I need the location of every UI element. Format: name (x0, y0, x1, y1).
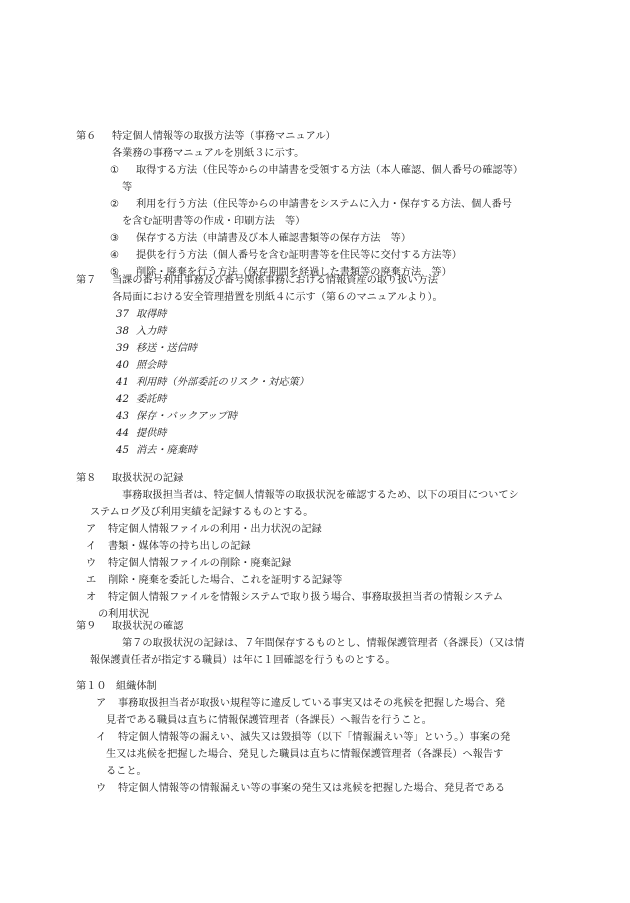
paragraph: 各局面における安全管理措置を別紙４に示す（第６のマニュアルより）。 (112, 292, 443, 303)
list-item: ウ 特定個人情報等の情報漏えい等の事案の発生又は兆候を把握した場合、発見者である (96, 783, 506, 794)
section-heading (76, 678, 556, 695)
list-item-continuation: の利用状況 (98, 609, 149, 620)
list-item: ウ 特定個人情報ファイルの削除・廃棄記録 (86, 558, 292, 569)
paragraph-continuation: 報保護責任者が指定する職員）は年に１回確認を行うものとする。 (90, 655, 396, 666)
list-item: 40 照会時 (116, 360, 167, 371)
section-number: 第９ (76, 621, 97, 632)
section-title: 特定個人情報等の取扱方法等（事務マニュアル） (112, 131, 336, 142)
list-item: 43 保存・バックアップ時 (116, 411, 238, 422)
list-item: ア 事務取扱担当者が取扱い規程等に違反している事実又はその兆候を把握した場合、発 (96, 698, 506, 709)
list-item: 39 移送・送信時 (116, 343, 198, 354)
list-item-continuation: 等 (122, 182, 133, 193)
section-title: 当課の番号利用事務及び番号関係事務における情報資産の取り扱い方法 (112, 275, 438, 286)
list-item: オ 特定個人情報ファイルを情報システムで取り扱う場合、事務取扱担当者の情報システム (86, 592, 504, 603)
list-item: イ 書類・媒体等の持ち出しの記録 (86, 541, 251, 552)
list-item: ② 利用を行う方法（住民等からの申請書をシステムに入力・保存する方法、個人番号 (110, 199, 512, 210)
list-item-continuation: ること。 (106, 766, 147, 777)
section-7 (76, 272, 556, 459)
section-9 (76, 618, 556, 669)
section-title: 取扱状況の記録 (112, 473, 184, 484)
list-item: エ 削除・廃棄を委託した場合、これを証明する記録等 (86, 575, 343, 586)
list-item: 45 消去・廃棄時 (116, 445, 198, 456)
section-6 (76, 128, 556, 281)
list-item: イ 特定個人情報等の漏えい、滅失又は毀損等（以下「情報漏えい等」という。）事案の発 (96, 732, 511, 743)
list-item: 42 委託時 (116, 394, 167, 405)
paragraph-continuation: ステムログ及び利用実績を記録するものとする。 (90, 507, 314, 518)
paragraph: 第７の取扱状況の記録は、７年間保存するものとし、情報保護管理者（各課長）（又は情 (122, 638, 525, 649)
paragraph: 事務取扱担当者は、特定個人情報等の取扱状況を確認するため、以下の項目についてシ (122, 490, 519, 501)
list-item: ③ 保存する方法（申請書及び本人確認書類等の保存方法 等） (110, 233, 412, 244)
section-number: 第８ (76, 473, 97, 484)
list-item: 44 提供時 (116, 428, 167, 439)
paragraph: 各業務の事務マニュアルを別紙３に示す。 (112, 148, 305, 159)
list-item: 37 取得時 (116, 309, 167, 320)
list-item-continuation: 見者である職員は直ちに情報保護管理者（各課長）へ報告を行うこと。 (106, 715, 432, 726)
section-heading (76, 470, 556, 487)
section-heading (76, 618, 556, 635)
section-number: 第６ (76, 131, 97, 142)
list-item-continuation: 生又は兆候を把握した場合、発見した職員は直ちに情報保護管理者（各課長）へ報告す (106, 749, 504, 760)
section-title: 取扱状況の確認 (112, 621, 184, 632)
list-item: ア 特定個人情報ファイルの利用・出力状況の記録 (86, 524, 322, 535)
section-number: 第７ (76, 275, 97, 286)
list-item: ⑤ 削除・廃棄を行う方法（保存期間を経過した書類等の廃棄方法 等） (110, 267, 452, 278)
section-title: 組織体制 (116, 681, 157, 692)
list-item: 41 利用時（外部委託のリスク・対応策） (116, 377, 309, 388)
section-8 (76, 470, 556, 623)
list-item: ① 取得する方法（住民等からの申請書を受領する方法（本人確認、個人番号の確認等） (110, 165, 524, 176)
section-number: 第１０ (76, 681, 107, 692)
section-10 (76, 678, 556, 797)
section-heading (76, 272, 556, 289)
section-heading (76, 128, 556, 145)
list-item-continuation: を含む証明書等の作成・印刷方法 等） (122, 216, 306, 227)
list-item: 38 入力時 (116, 326, 167, 337)
list-item: ④ 提供を行う方法（個人番号を含む証明書等を住民等に交付する方法等） (110, 250, 462, 261)
